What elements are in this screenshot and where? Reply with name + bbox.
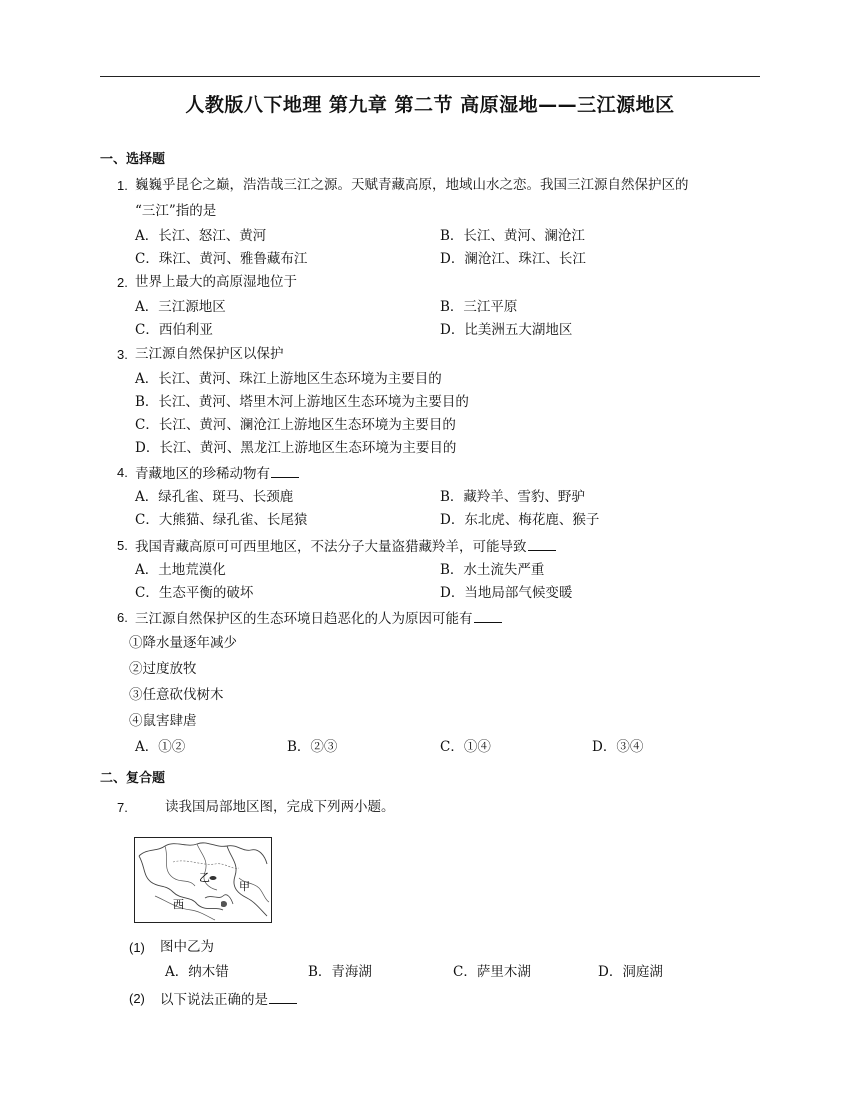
question-stem: 三江源自然保护区以保护 — [135, 346, 284, 362]
option-c[interactable]: C．生态平衡的破坏 — [135, 585, 254, 601]
regional-map — [134, 837, 272, 923]
question-stem-cont: “三江”指的是 — [135, 203, 217, 219]
lake-mark — [210, 876, 217, 880]
subquestion-stem: 图中乙为 — [160, 939, 214, 955]
option-b[interactable]: B．水土流失严重 — [440, 562, 545, 578]
option-a[interactable]: A．三江源地区 — [135, 299, 226, 315]
option-a[interactable]: A．绿孔雀、斑马、长颈鹿 — [135, 489, 294, 505]
option-c[interactable]: C．①④ — [440, 739, 491, 755]
option-d[interactable]: D．当地局部气候变暖 — [440, 585, 573, 601]
option-d[interactable]: D．长江、黄河、黑龙江上游地区生态环境为主要目的 — [135, 440, 457, 456]
answer-blank[interactable] — [269, 989, 297, 1004]
subquestion-stem-text: 以下说法正确的是 — [160, 992, 268, 1008]
question-number: 3. — [117, 347, 128, 362]
section-heading-choice: 一、选择题 — [100, 152, 166, 167]
map-drawing — [135, 838, 271, 922]
statement-item-1: ①降水量逐年减少 — [129, 635, 237, 651]
option-a[interactable]: A．土地荒漠化 — [135, 562, 226, 578]
answer-blank[interactable] — [271, 463, 299, 478]
answer-blank[interactable] — [528, 536, 556, 551]
question-number: 2. — [117, 275, 128, 290]
question-stem: 世界上最大的高原湿地位于 — [135, 274, 297, 290]
statement-item-4: ④鼠害肆虐 — [129, 713, 197, 729]
option-d[interactable]: D．洞庭湖 — [598, 964, 663, 980]
question-number: 6. — [117, 610, 128, 625]
question-number: 1. — [117, 178, 128, 193]
subquestion-number: (1) — [129, 940, 145, 955]
subquestion-number: (2) — [129, 991, 145, 1006]
option-b[interactable]: B．青海湖 — [308, 964, 372, 980]
question-stem-text: 我国青藏高原可可西里地区，不法分子大量盗猎藏羚羊，可能导致 — [135, 539, 527, 555]
option-d[interactable]: D．比美洲五大湖地区 — [440, 322, 573, 338]
lake-mark — [221, 901, 227, 907]
map-label-jia: 甲 — [239, 880, 250, 893]
question-stem: 巍巍乎昆仑之巅，浩浩哉三江之源。天赋青藏高原，地域山水之恋。我国三江源自然保护区的 — [135, 177, 689, 193]
option-b[interactable]: B．长江、黄河、澜沧江 — [440, 228, 585, 244]
option-a[interactable]: A．长江、黄河、珠江上游地区生态环境为主要目的 — [135, 371, 442, 387]
option-c[interactable]: C．大熊猫、绿孔雀、长尾猿 — [135, 512, 308, 528]
option-c[interactable]: C．西伯利亚 — [135, 322, 213, 338]
page-title: 人教版八下地理 第九章 第二节 高原湿地——三江源地区 — [185, 94, 675, 116]
section-heading-composite: 二、复合题 — [100, 771, 166, 786]
map-label-yi: 乙 — [199, 871, 210, 884]
option-d[interactable]: D．澜沧江、珠江、长江 — [440, 251, 586, 267]
option-b[interactable]: B．②③ — [287, 739, 338, 755]
question-stem-text: 青藏地区的珍稀动物有 — [135, 466, 270, 482]
option-a[interactable]: A．纳木错 — [165, 964, 229, 980]
option-b[interactable]: B．藏羚羊、雪豹、野驴 — [440, 489, 585, 505]
option-d[interactable]: D．③④ — [592, 739, 644, 755]
option-c[interactable]: C．长江、黄河、澜沧江上游地区生态环境为主要目的 — [135, 417, 456, 433]
question-stem — [135, 463, 299, 483]
header-rule — [100, 76, 760, 77]
question-number: 4. — [117, 465, 128, 480]
statement-item-3: ③任意砍伐树木 — [129, 687, 224, 703]
option-a[interactable]: A．长江、怒江、黄河 — [135, 228, 267, 244]
question-stem: 读我国局部地区图，完成下列两小题。 — [165, 799, 395, 815]
question-stem — [135, 608, 502, 628]
option-b[interactable]: B．长江、黄河、塔里木河上游地区生态环境为主要目的 — [135, 394, 469, 410]
question-number: 5. — [117, 538, 128, 553]
question-number: 7. — [117, 800, 128, 815]
statement-item-2: ②过度放牧 — [129, 661, 197, 677]
subquestion-stem — [160, 989, 297, 1009]
option-c[interactable]: C．珠江、黄河、雅鲁藏布江 — [135, 251, 308, 267]
question-stem-text: 三江源自然保护区的生态环境日趋恶化的人为原因可能有 — [135, 611, 473, 627]
map-label-xi: 西 — [173, 898, 184, 911]
question-stem — [135, 536, 556, 556]
option-b[interactable]: B．三江平原 — [440, 299, 518, 315]
answer-blank[interactable] — [474, 608, 502, 623]
option-d[interactable]: D．东北虎、梅花鹿、猴子 — [440, 512, 600, 528]
option-a[interactable]: A．①② — [135, 739, 186, 755]
option-c[interactable]: C．萨里木湖 — [453, 964, 531, 980]
